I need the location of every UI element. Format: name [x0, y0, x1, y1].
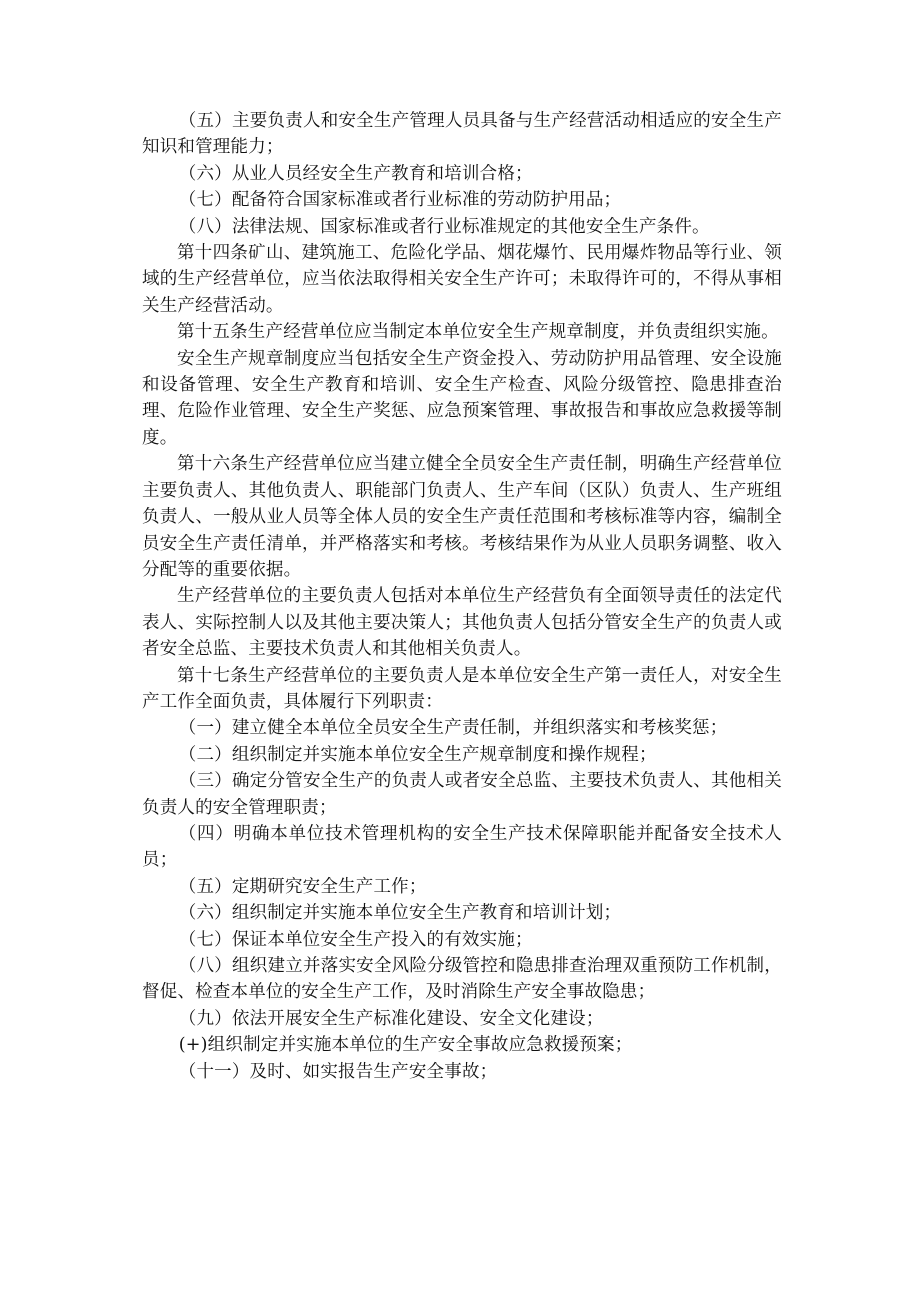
- paragraph: （一）建立健全本单位全员安全生产责任制，并组织落实和考核奖惩；: [178, 718, 728, 739]
- paragraph: （七）保证本单位安全生产投入的有效实施；: [178, 929, 533, 950]
- paragraph: （七）配备符合国家标准或者行业标准的劳动防护用品；: [178, 190, 622, 211]
- paragraph: （五）定期研究安全生产工作；: [178, 876, 427, 897]
- article-paragraph: 第十四条矿山、建筑施工、危险化学品、烟花爆竹、民用爆炸物品等行业、领域的生产经营单位，应当依法取得相关安全生产许可；未取得许可的，不得从事相关生产经营活动。: [142, 243, 782, 316]
- paragraph: （二）组织制定并实施本单位安全生产规章制度和操作规程；: [178, 744, 657, 765]
- paragraph: 安全生产规章制度应当包括安全生产资金投入、劳动防护用品管理、安全设施和设备管理、安全生产教育和培训、安全生产检查、风险分级管控、隐患排查治理、危险作业管理、安全生产奖惩、应急预案管理、事故报告和事故应急救援等制度。: [142, 348, 782, 448]
- paragraph: （五）主要负责人和安全生产管理人员具备与生产经营活动相适应的安全生产知识和管理能力；: [142, 111, 782, 158]
- paragraph: (+)组织制定并实施本单位的生产安全事故应急救援预案；: [178, 1035, 633, 1056]
- article-paragraph: 第十七条生产经营单位的主要负责人是本单位安全生产第一责任人，对安全生产工作全面负责，具体履行下列职责：: [142, 665, 782, 712]
- paragraph: （八）组织建立并落实安全风险分级管控和隐患排查治理双重预防工作机制，督促、检查本单位的安全生产工作，及时消除生产安全事故隐患；: [142, 956, 782, 1003]
- paragraph: （六）组织制定并实施本单位安全生产教育和培训计划；: [178, 903, 622, 924]
- paragraph: （三）确定分管安全生产的负责人或者安全总监、主要技术负责人、其他相关负责人的安全管理职责；: [142, 771, 782, 818]
- document-page: [142, 108, 782, 1085]
- paragraph: （九）依法开展安全生产标准化建设、安全文化建设；: [178, 1008, 604, 1029]
- paragraph: （六）从业人员经安全生产教育和培训合格；: [178, 163, 533, 184]
- paragraph: （十一）及时、如实报告生产安全事故；: [178, 1061, 498, 1082]
- paragraph: （四）明确本单位技术管理机构的安全生产技术保障职能并配备安全技术人员；: [142, 823, 782, 871]
- article-paragraph: 第十六条生产经营单位应当建立健全全员安全生产责任制，明确生产经营单位主要负责人、其他负责人、职能部门负责人、生产车间（区队）负责人、生产班组负责人、一般从业人员等全体人员的安全生产责任范围和考核标准等内容，编制全员安全生产责任清单，并严格落实和考核。考核结果作为从业人员职务调整、收入分配等的重要依据。: [142, 454, 782, 580]
- paragraph: （八）法律法规、国家标准或者行业标准规定的其他安全生产条件。: [178, 216, 710, 237]
- article-paragraph: 第十五条生产经营单位应当制定本单位安全生产规章制度，并负责组织实施。: [177, 322, 779, 343]
- paragraph: 生产经营单位的主要负责人包括对本单位生产经营负有全面领导责任的法定代表人、实际控制人以及其他主要决策人；其他负责人包括分管安全生产的负责人或者安全总监、主要技术负责人和其他相关负责人。: [142, 586, 782, 660]
